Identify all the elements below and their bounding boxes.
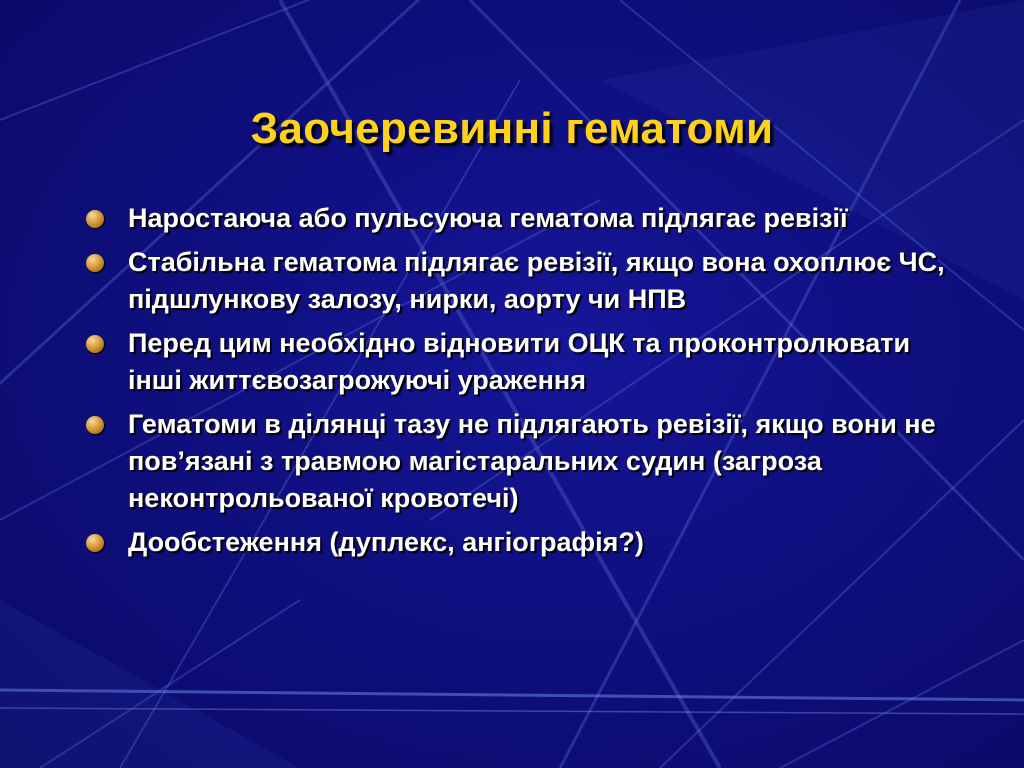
- list-item: [86, 406, 946, 517]
- list-item: [86, 244, 946, 318]
- bullet-list: [86, 200, 946, 568]
- bullet-sphere-icon: [86, 416, 104, 434]
- bullet-text: Гематоми в ділянці тазу не підлягають ревізії, якщо вони не пов’язані з травмою магістаральних судин (загроза неконтрольованої кровотечі): [128, 409, 936, 513]
- bullet-text: Дообстеження (дуплекс, ангіографія?): [128, 527, 644, 557]
- bullet-text: Перед цим необхідно відновити ОЦК та проконтролювати інші життєвозагрожуючі ураження: [128, 328, 911, 395]
- list-item: [86, 325, 946, 399]
- slide-title: Заочеревинні гематоми: [250, 104, 774, 153]
- bullet-sphere-icon: [86, 335, 104, 353]
- bullet-sphere-icon: [86, 210, 104, 228]
- bullet-sphere-icon: [86, 254, 104, 272]
- bullet-text: Стабільна гематома підлягає ревізії, якщо вона охоплює ЧС, підшлункову залозу, нирки, аорту чи НПВ: [128, 247, 945, 314]
- list-item: [86, 524, 946, 561]
- bullet-text: Наростаюча або пульсуюча гематома підлягає ревізії: [128, 203, 848, 233]
- list-item: [86, 200, 946, 237]
- bullet-sphere-icon: [86, 534, 104, 552]
